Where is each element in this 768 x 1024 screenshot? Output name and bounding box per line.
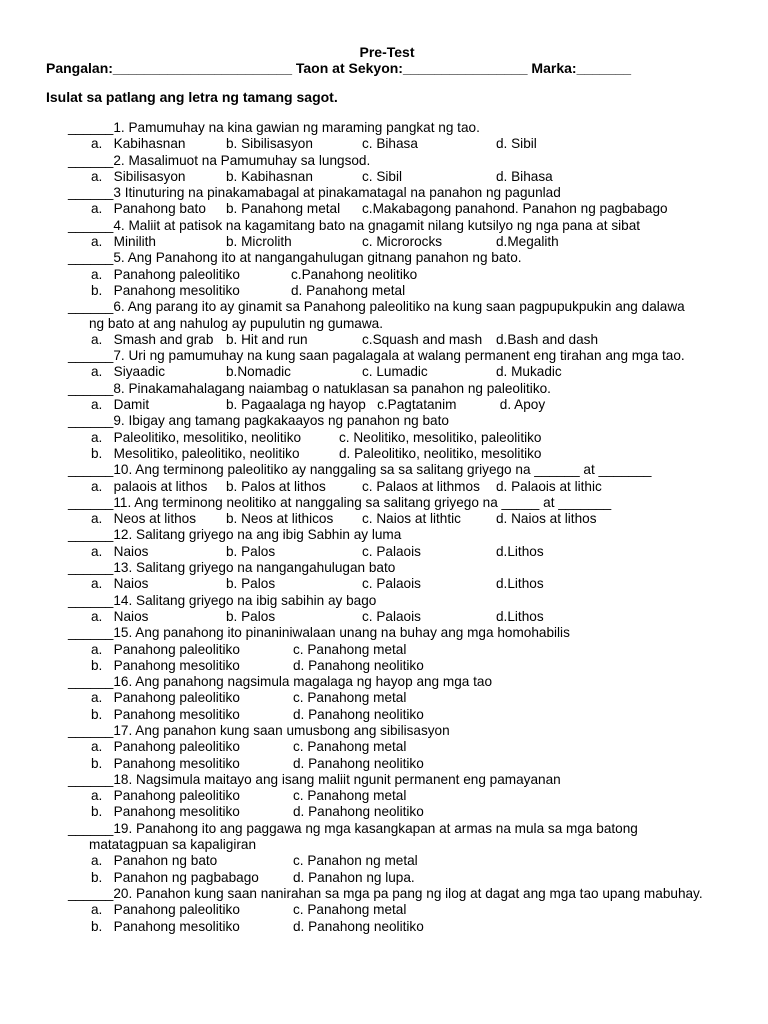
- answer-option: d. Palaois at lithic: [496, 478, 602, 494]
- answer-option: a. Panahong bato: [91, 201, 206, 217]
- answer-option: c. Panahong metal: [293, 788, 407, 804]
- answer-options: [46, 267, 728, 283]
- answer-option: a. Minilith: [91, 234, 156, 250]
- answer-option: d.Megalith: [496, 234, 559, 250]
- question-text: ______4. Maliit at patisok na kagamitang bato na gnagamit nilang kutsilyo ng nga pana at sibat: [68, 217, 641, 233]
- answer-option: d. Panahon ng lupa.: [293, 869, 415, 885]
- answer-option: c. Naios at lithtic: [362, 511, 461, 527]
- answer-options: [46, 658, 728, 674]
- answer-options: [46, 853, 728, 869]
- question-text: ______13. Salitang griyego na nangangahulugan bato: [68, 560, 396, 576]
- question-text-continued: ng bato at ang nahulog ay pupulutin ng gumawa.: [89, 315, 384, 331]
- question-text: ______8. Pinakamahalagang naiambag o natuklasan sa panahon ng paleolitiko.: [68, 380, 551, 396]
- answer-options: [46, 332, 728, 348]
- answer-option: d. Panahon ng pagbabago: [496, 201, 668, 217]
- answer-option: d. Mukadic: [496, 364, 562, 380]
- question-text: ______19. Panahong ito ang paggawa ng mga kasangkapan at armas na mula sa mga batong: [68, 820, 638, 836]
- question-list: [46, 120, 728, 935]
- answer-option: b. Mesolitiko, paleolitiko, neolitiko: [91, 445, 300, 461]
- answer-options: [46, 283, 728, 299]
- question-7: [46, 348, 728, 381]
- question-12: [46, 527, 728, 560]
- answer-option: b. Panahong mesolitiko: [91, 282, 240, 298]
- answer-option: c. Panahong metal: [293, 739, 407, 755]
- question-text: ______9. Ibigay ang tamang pagkakaayos ng panahon ng bato: [68, 413, 449, 429]
- answer-option: a. Paleolitiko, mesolitiko, neolitiko: [91, 429, 302, 445]
- answer-option: b. Panahong mesolitiko: [91, 755, 240, 771]
- answer-option: c. Palaois: [362, 608, 421, 624]
- question-text: ______16. Ang panahong nagsimula magalaga ng hayop ang mga tao: [68, 674, 493, 690]
- question-6: [46, 299, 728, 348]
- answer-option: b. Palos: [226, 543, 276, 559]
- answer-option: a. Panahong paleolitiko: [91, 690, 240, 706]
- answer-option: b. Panahong mesolitiko: [91, 804, 240, 820]
- answer-option: c. Palaois: [362, 576, 421, 592]
- answer-option: b. Panahong mesolitiko: [91, 657, 240, 673]
- answer-options: [46, 479, 728, 495]
- answer-options: [46, 642, 728, 658]
- question-20: [46, 886, 728, 935]
- question-text: ______5. Ang Panahong ito at nangangahulugan gitnang panahon ng bato.: [68, 250, 522, 266]
- answer-option: a. Naios: [91, 543, 149, 559]
- question-16: [46, 674, 728, 723]
- answer-option: a. Panahong paleolitiko: [91, 641, 240, 657]
- page-title: Pre-Test: [359, 44, 415, 60]
- answer-option: c. Panahon ng metal: [293, 853, 418, 869]
- answer-option: d. Bihasa: [496, 168, 553, 184]
- answer-options: [46, 201, 728, 217]
- answer-option: b. Panahon ng pagbabago: [91, 869, 259, 885]
- answer-option: a. Smash and grab: [91, 331, 214, 347]
- answer-options: [46, 690, 728, 706]
- answer-options: [46, 234, 728, 250]
- answer-option: d.Lithos: [496, 576, 544, 592]
- answer-options: [46, 707, 728, 723]
- question-17: [46, 723, 728, 772]
- answer-option: a. Neos at lithos: [91, 511, 197, 527]
- question-text: ______6. Ang parang ito ay ginamit sa Panahong paleolitiko na kung saan pagpupukpukin ang dalawa: [68, 299, 685, 315]
- answer-option: d.Lithos: [496, 543, 544, 559]
- student-info-line: Pangalan:_______________________ Taon at Sekyon:________________ Marka:_______: [46, 60, 632, 76]
- question-text: ______17. Ang panahon kung saan umusbong ang sibilisasyon: [68, 722, 450, 738]
- answer-options: [46, 870, 728, 886]
- answer-option: b. Palos: [226, 576, 276, 592]
- question-text: ______20. Panahon kung saan nanirahan sa mga pa pang ng ilog at dagat ang mga tao upang mabuhay.: [68, 885, 703, 901]
- answer-option: c. Lumadic: [362, 364, 428, 380]
- question-8: [46, 381, 728, 414]
- question-2: [46, 153, 728, 186]
- answer-options: [46, 511, 728, 527]
- answer-options: [46, 544, 728, 560]
- answer-options: [46, 169, 728, 185]
- answer-options: [46, 756, 728, 772]
- answer-option: d. Panahong neolitiko: [293, 804, 424, 820]
- answer-option: b. Panahong metal: [226, 201, 341, 217]
- answer-option: c. Microrocks: [362, 234, 443, 250]
- answer-option: c. Sibil: [362, 168, 403, 184]
- answer-option: a. Siyaadic: [91, 364, 166, 380]
- answer-options: [46, 136, 728, 152]
- answer-option: c. Bihasa: [362, 136, 418, 152]
- answer-options: [46, 788, 728, 804]
- answer-option: c.Makabagong panahon: [362, 201, 508, 217]
- answer-option: b. Panahong mesolitiko: [91, 706, 240, 722]
- answer-option: c. Palaois: [362, 543, 421, 559]
- answer-option: a. Damit: [91, 397, 150, 413]
- question-9: [46, 413, 728, 462]
- question-text: ______12. Salitang griyego na ang ibig Sabhin ay luma: [68, 527, 402, 543]
- question-text: ______3 Itinuturing na pinakamabagal at pinakamatagal na panahon ng pagunlad: [68, 185, 561, 201]
- answer-option: d.Bash and dash: [496, 331, 599, 347]
- answer-option: d. Panahong metal: [291, 282, 406, 298]
- answer-options: [46, 739, 728, 755]
- question-text: ______1. Pamumuhay na kina gawian ng maraming pangkat ng tao.: [68, 120, 480, 135]
- question-1: [46, 120, 728, 153]
- question-5: [46, 250, 728, 299]
- answer-option: c. Panahong metal: [293, 641, 407, 657]
- answer-option: d. Panahong neolitiko: [293, 755, 424, 771]
- answer-option: a. Panahong paleolitiko: [91, 739, 240, 755]
- answer-option: a. Kabihasnan: [91, 136, 186, 152]
- question-18: [46, 772, 728, 821]
- question-text: ______2. Masalimuot na Pamumuhay sa lungsod.: [68, 152, 371, 168]
- answer-option: b. Palos: [226, 608, 276, 624]
- answer-option: d. Naios at lithos: [496, 511, 597, 527]
- answer-options: [46, 804, 728, 820]
- answer-option: d. Panahong neolitiko: [293, 918, 424, 934]
- answer-option: a. Panahon ng bato: [91, 853, 218, 869]
- answer-option: a. Panahong paleolitiko: [91, 902, 240, 918]
- answer-option: c.Squash and mash: [362, 331, 483, 347]
- answer-option: c. Panahong metal: [293, 902, 407, 918]
- question-19: [46, 821, 728, 886]
- answer-options: [46, 919, 728, 935]
- answer-options: [46, 397, 728, 413]
- question-text-continued: matatagpuan sa kapaligiran: [89, 837, 257, 853]
- answer-options: [46, 446, 728, 462]
- question-text: ______7. Uri ng pamumuhay na kung saan pagalagala at walang permanent eng tirahan ang mga tao.: [68, 348, 685, 364]
- answer-option: a. Panahong paleolitiko: [91, 266, 240, 282]
- answer-option: b.Nomadic: [226, 364, 291, 380]
- answer-option: a. Sibilisasyon: [91, 168, 186, 184]
- question-text: ______15. Ang panahong ito pinaniniwalaan unang na buhay ang mga homohabilis: [68, 625, 570, 641]
- answer-option: d. Sibil: [496, 136, 537, 152]
- answer-option: c.Panahong neolitiko: [291, 266, 418, 282]
- answer-options: [46, 576, 728, 592]
- question-text: ______18. Nagsimula maitayo ang isang maliit ngunit permanent eng pamayanan: [68, 771, 561, 787]
- answer-option: a. palaois at lithos: [91, 478, 208, 494]
- question-11: [46, 495, 728, 528]
- question-text: ______11. Ang terminong neolitiko at nanggaling sa salitang griyego na _____ at _______: [68, 494, 612, 510]
- question-text: ______14. Salitang griyego na ibig sabihin ay bago: [68, 592, 377, 608]
- answer-option: c. Neolitiko, mesolitiko, paleolitiko: [339, 429, 542, 445]
- answer-option: b. Hit and run: [226, 331, 308, 347]
- answer-option: a. Naios: [91, 608, 149, 624]
- answer-option: d.Lithos: [496, 608, 544, 624]
- answer-option: d. Panahong neolitiko: [293, 706, 424, 722]
- answer-option: d. Panahong neolitiko: [293, 657, 424, 673]
- answer-option: d. Paleolitiko, neolitiko, mesolitiko: [339, 445, 542, 461]
- answer-option: b. Sibilisasyon: [226, 136, 313, 152]
- answer-options: [46, 609, 728, 625]
- question-4: [46, 218, 728, 251]
- question-15: [46, 625, 728, 674]
- answer-option: b. Kabihasnan: [226, 168, 313, 184]
- answer-option: c. Panahong metal: [293, 690, 407, 706]
- question-text: ______10. Ang terminong paleolitiko ay nanggaling sa sa salitang griyego na ______ at _______: [68, 462, 652, 478]
- question-3: [46, 185, 728, 218]
- answer-option: b. Panahong mesolitiko: [91, 918, 240, 934]
- answer-option: b. Pagaalaga ng hayop: [226, 397, 366, 413]
- answer-options: [46, 430, 728, 446]
- answer-options: [46, 364, 728, 380]
- answer-option: c. Palaos at lithmos: [362, 478, 480, 494]
- answer-option: b. Microlith: [226, 234, 292, 250]
- answer-option: c.Pagtatanim: [362, 397, 457, 413]
- question-10: [46, 462, 728, 495]
- answer-option: b. Palos at lithos: [226, 478, 326, 494]
- question-14: [46, 593, 728, 626]
- answer-option: b. Neos at lithicos: [226, 511, 334, 527]
- answer-option: a. Panahong paleolitiko: [91, 788, 240, 804]
- instructions: Isulat sa patlang ang letra ng tamang sagot.: [46, 89, 338, 105]
- answer-option: a. Naios: [91, 576, 149, 592]
- answer-option: d. Apoy: [496, 397, 546, 413]
- answer-options: [46, 902, 728, 918]
- question-13: [46, 560, 728, 593]
